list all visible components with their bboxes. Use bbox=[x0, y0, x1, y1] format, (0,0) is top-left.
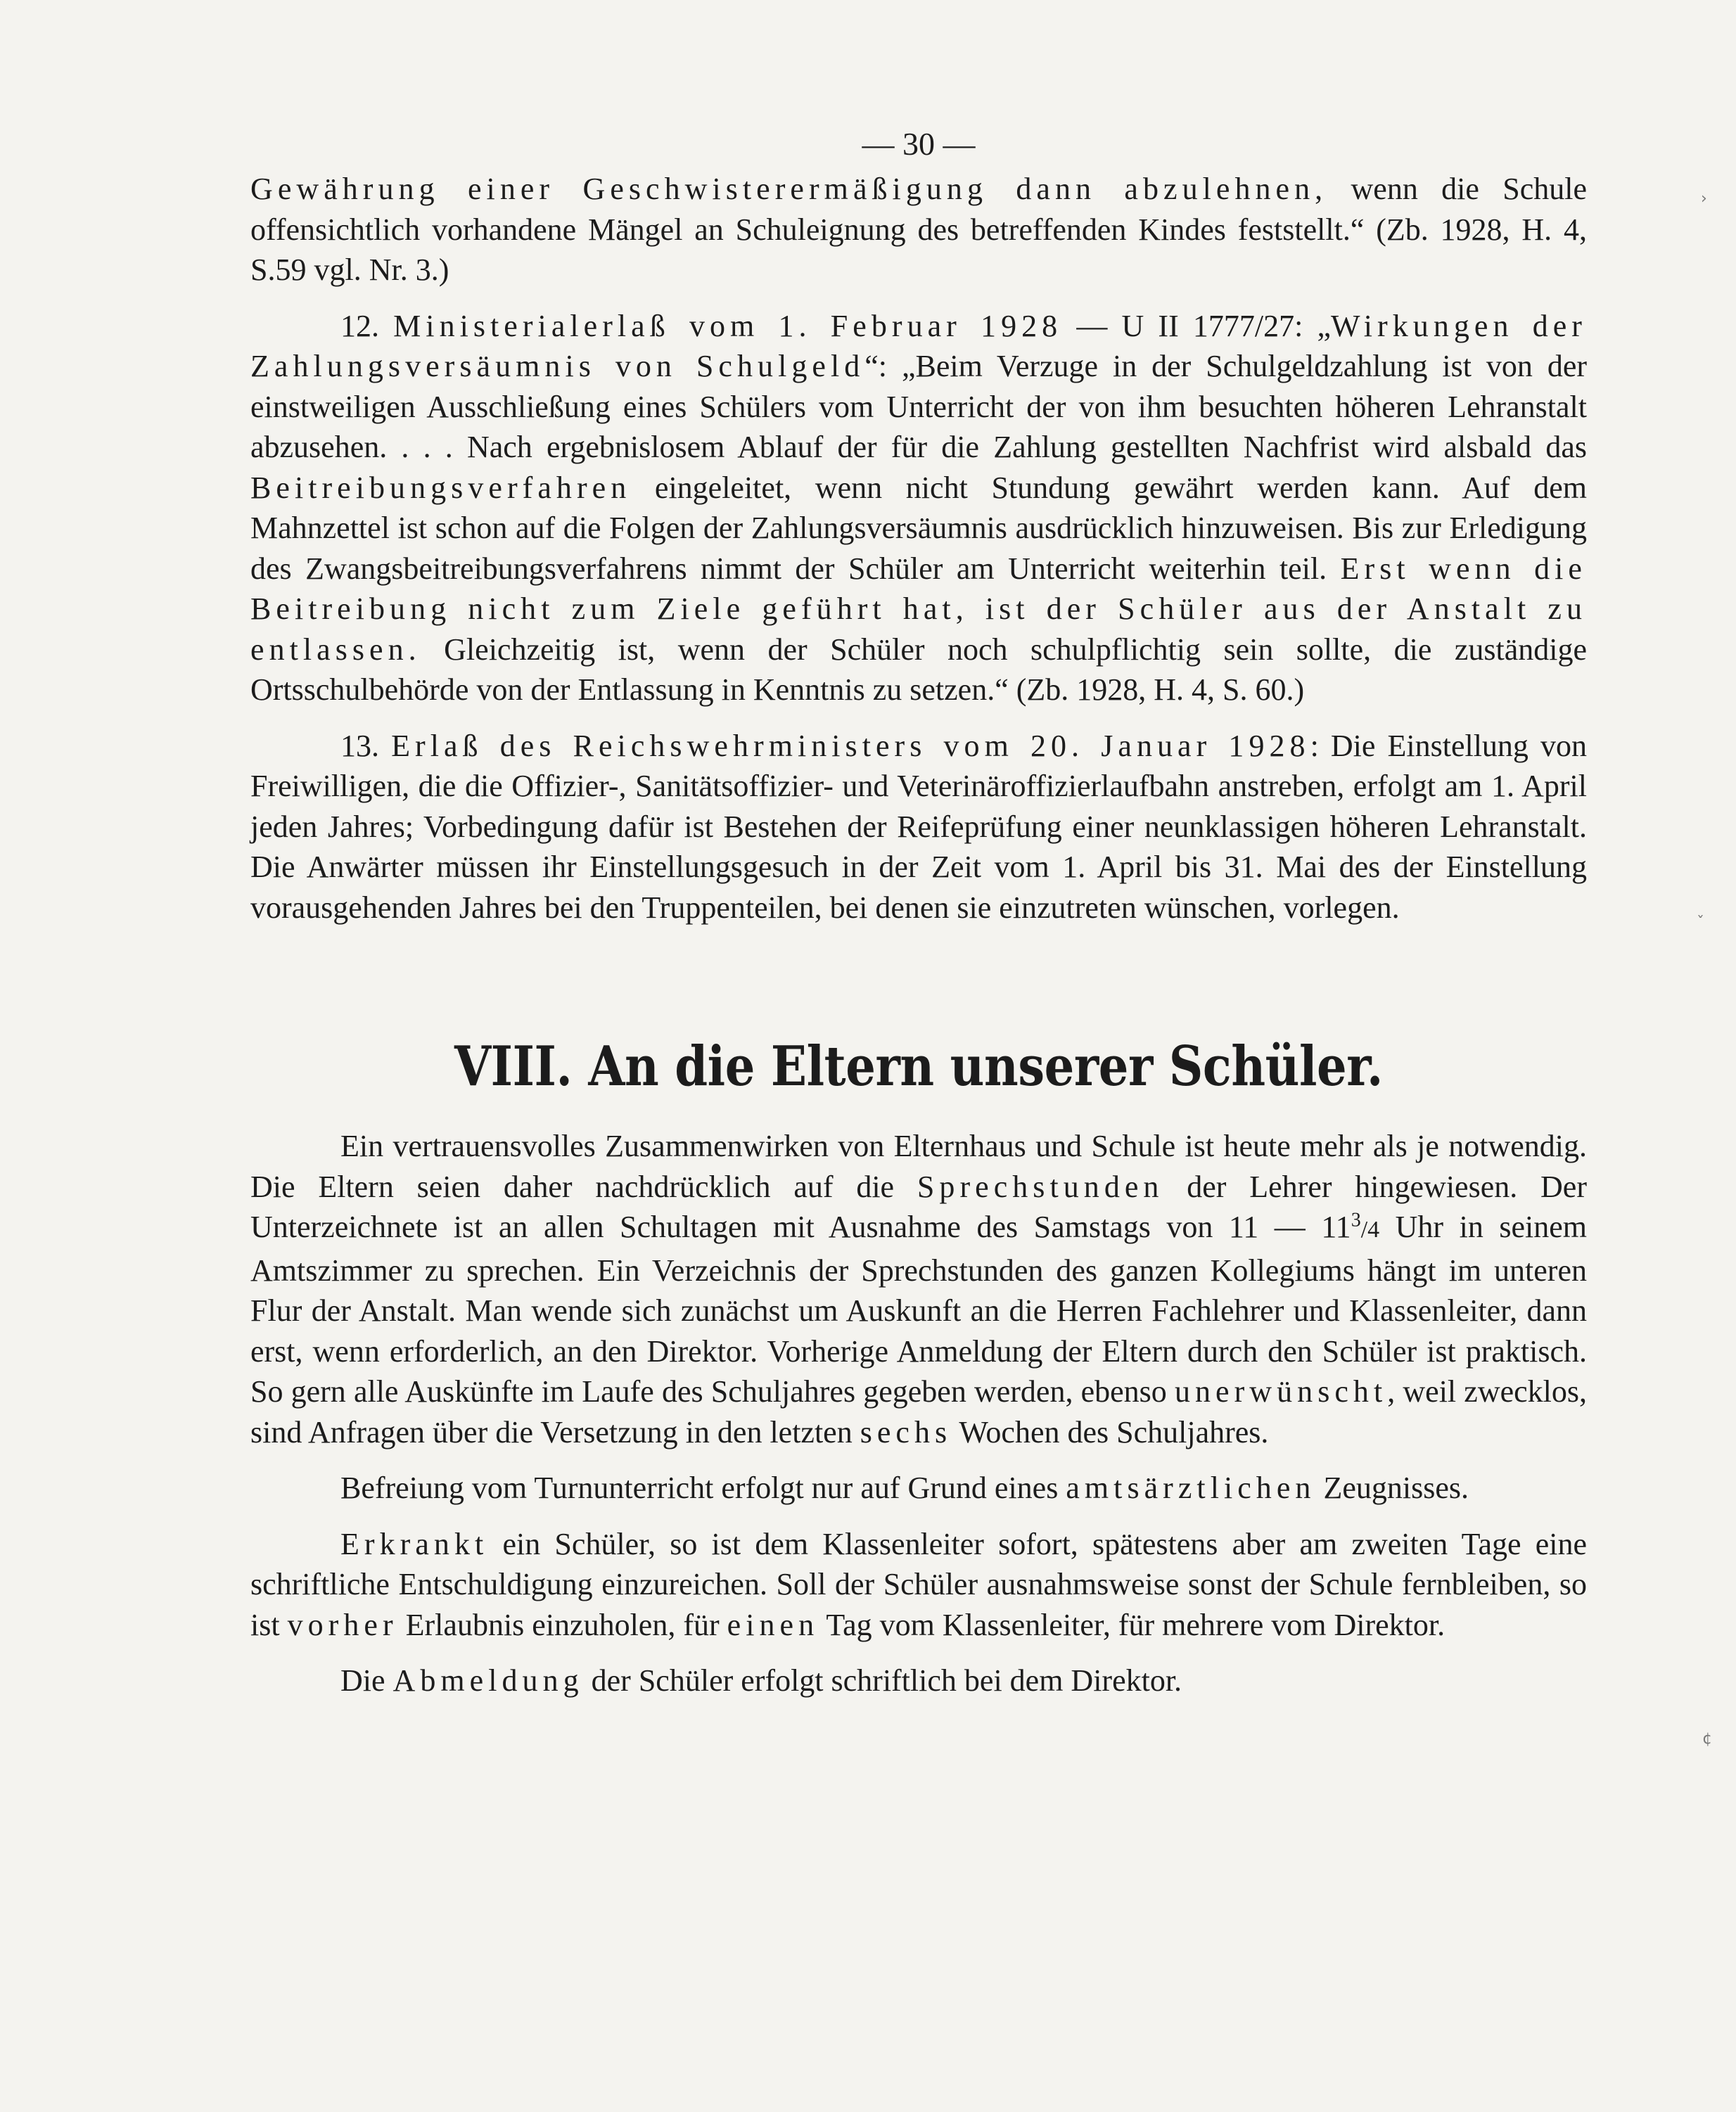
paragraph-text: wenn die Schule offensichtlich vorhandene Mängel an Schuleignung des betreffenden Kindes feststellt.“ (Zb. 1928, H. 4, S.59 vgl. Nr. 3.) bbox=[250, 172, 1588, 287]
spaced-emphasis: amtsärztlichen bbox=[1066, 1471, 1316, 1505]
paragraph-text: : Die Einstellung von Freiwilligen, die die Offizier-, Sanitätsoffizier- und Veterinäroffizierlaufbahn anstreben, erfolgt am 1. April jeden Jahres; Vorbedingung dafür ist Bestehen der Reifeprüfung einer neunklassigen höheren Lehranstalt. Die Anwärter müssen ihr Einstellungsgesuch in der Zeit vom 1. April bis 31. Mai des der Einstellung vorausgehenden Jahres bei den Truppenteilen, bei denen sie einzutreten wünschen, vorlegen. bbox=[250, 728, 1588, 925]
paragraph-12 bbox=[250, 306, 1587, 710]
fraction-denominator: /4 bbox=[1360, 1217, 1380, 1243]
spaced-emphasis: Sprechstunden bbox=[917, 1169, 1164, 1204]
paragraph-13 bbox=[250, 726, 1587, 928]
margin-mark: ¢ bbox=[1702, 1730, 1712, 1748]
paragraph-text: Zeugnisses. bbox=[1315, 1471, 1469, 1505]
section-heading: VIII. An die Eltern unserer Schüler. bbox=[454, 1035, 1383, 1099]
spaced-emphasis: vorher bbox=[287, 1607, 398, 1642]
spaced-emphasis: Wirkungen der Zahlungsversäumnis von Schulgeld bbox=[250, 308, 1587, 383]
document-page bbox=[250, 120, 1587, 1701]
spaced-emphasis: Erlaß des Reichswehrministers vom 20. Januar 1928 bbox=[391, 728, 1310, 763]
spaced-emphasis: Erkrankt bbox=[340, 1526, 489, 1561]
item-number: 12. bbox=[340, 308, 394, 343]
paragraph-eltern bbox=[250, 1126, 1587, 1452]
paragraph-text: — U II 1777/27: „ bbox=[1062, 308, 1331, 343]
paragraph-abmeldung bbox=[250, 1660, 1587, 1701]
paragraph-text: “: „Beim Verzuge in der Schulgeldzahlung ist von der einstweiligen Ausschließung eines Schülers vom Unterricht der von ihm besuchten höheren Lehranstalt abzusehen. . . . Nach ergebnislosem Ablauf der für die Zahlung gestellten Nachfrist wird alsbald das bbox=[250, 349, 1588, 464]
paragraph-text: Erlaubnis einzuholen, für bbox=[397, 1607, 727, 1642]
spaced-emphasis: Beitreibungsverfahren bbox=[250, 470, 632, 505]
paragraph-text: , weil zwecklos, sind Anfragen über die Versetzung in den letzten bbox=[250, 1374, 1588, 1449]
paragraph-text: Befreiung vom Turnunterricht erfolgt nur auf Grund eines bbox=[340, 1471, 1066, 1505]
page-number: — 30 — bbox=[862, 126, 976, 162]
paragraph-text: der Lehrer hingewiesen. Der Unterzeichnete ist an allen Schultagen mit Ausnahme des Samstags von 11 — 11 bbox=[250, 1169, 1587, 1244]
spaced-emphasis: einen bbox=[727, 1607, 819, 1642]
spaced-emphasis: Erst wenn die Beitreibung nicht zum Ziele geführt hat, ist der Schüler aus der Anstalt zu entlassen. bbox=[250, 551, 1587, 667]
fraction-superscript: 3 bbox=[1351, 1209, 1361, 1231]
paragraph-text: Wochen des Schuljahres. bbox=[952, 1414, 1269, 1449]
paragraph-text: der Schüler erfolgt schriftlich bei dem Direktor. bbox=[583, 1663, 1182, 1698]
paragraph-text: Ein vertrauensvolles Zusammenwirken von Elternhaus und Schule ist heute mehr als je notwendig. Die Eltern seien daher nachdrücklich auf die bbox=[250, 1129, 1587, 1204]
item-number: 13. bbox=[340, 728, 392, 763]
paragraph-text: eingeleitet, wenn nicht Stundung gewährt werden kann. Auf dem Mahnzettel ist schon auf die Folgen der Zahlungsversäumnis ausdrücklich hinzuweisen. Bis zur Erledigung des Zwangsbeitreibungsverfahrens nimmt der Schüler am Unterricht weiterhin teil. bbox=[250, 470, 1587, 586]
paragraph-text: Gleichzeitig ist, wenn der Schüler noch schulpflichtig sein sollte, die zuständige Ortsschulbehörde von der Entlassung in Kenntnis zu setzen.“ (Zb. 1928, H. 4, S. 60.) bbox=[250, 632, 1587, 707]
paragraph-text: Tag vom Klassenleiter, für mehrere vom Direktor. bbox=[819, 1607, 1445, 1642]
spaced-emphasis: sechs bbox=[860, 1414, 952, 1449]
paragraph-11-continuation bbox=[250, 169, 1587, 290]
spaced-emphasis: Gewährung einer Geschwisterermäßigung dann abzulehnen, bbox=[250, 172, 1328, 206]
spaced-emphasis: Abmeldung bbox=[392, 1663, 584, 1698]
paragraph-erkrankung bbox=[250, 1524, 1587, 1646]
paragraph-text: ein Schüler, so ist dem Klassenleiter sofort, spätestens aber am zweiten Tage eine schriftliche Entschuldigung einzureichen. Soll der Schüler ausnahmsweise sonst der Schule fernbleiben, so ist bbox=[250, 1526, 1587, 1642]
paragraph-turnunterricht bbox=[250, 1468, 1587, 1509]
spaced-emphasis: Ministerialerlaß vom 1. Februar 1928 bbox=[393, 308, 1063, 343]
paragraph-text: Die bbox=[340, 1663, 393, 1698]
spaced-emphasis: unerwünscht bbox=[1174, 1374, 1388, 1409]
margin-mark: › bbox=[1701, 190, 1707, 207]
paragraph-text: Uhr in seinem Amtszimmer zu sprechen. Ein Verzeichnis der Sprechstunden des ganzen Kollegiums hängt im unteren Flur der Anstalt. Man wende sich zunächst um Auskunft an die Herren Fachlehrer und Klassenleiter, dann erst, wenn erforderlich, an den Direktor. Vorherige Anmeldung der Eltern durch den Schüler ist praktisch. So gern alle Auskünfte im Laufe des Schuljahres gegeben werden, ebenso bbox=[250, 1210, 1587, 1409]
margin-mark: ˇ bbox=[1697, 914, 1704, 932]
